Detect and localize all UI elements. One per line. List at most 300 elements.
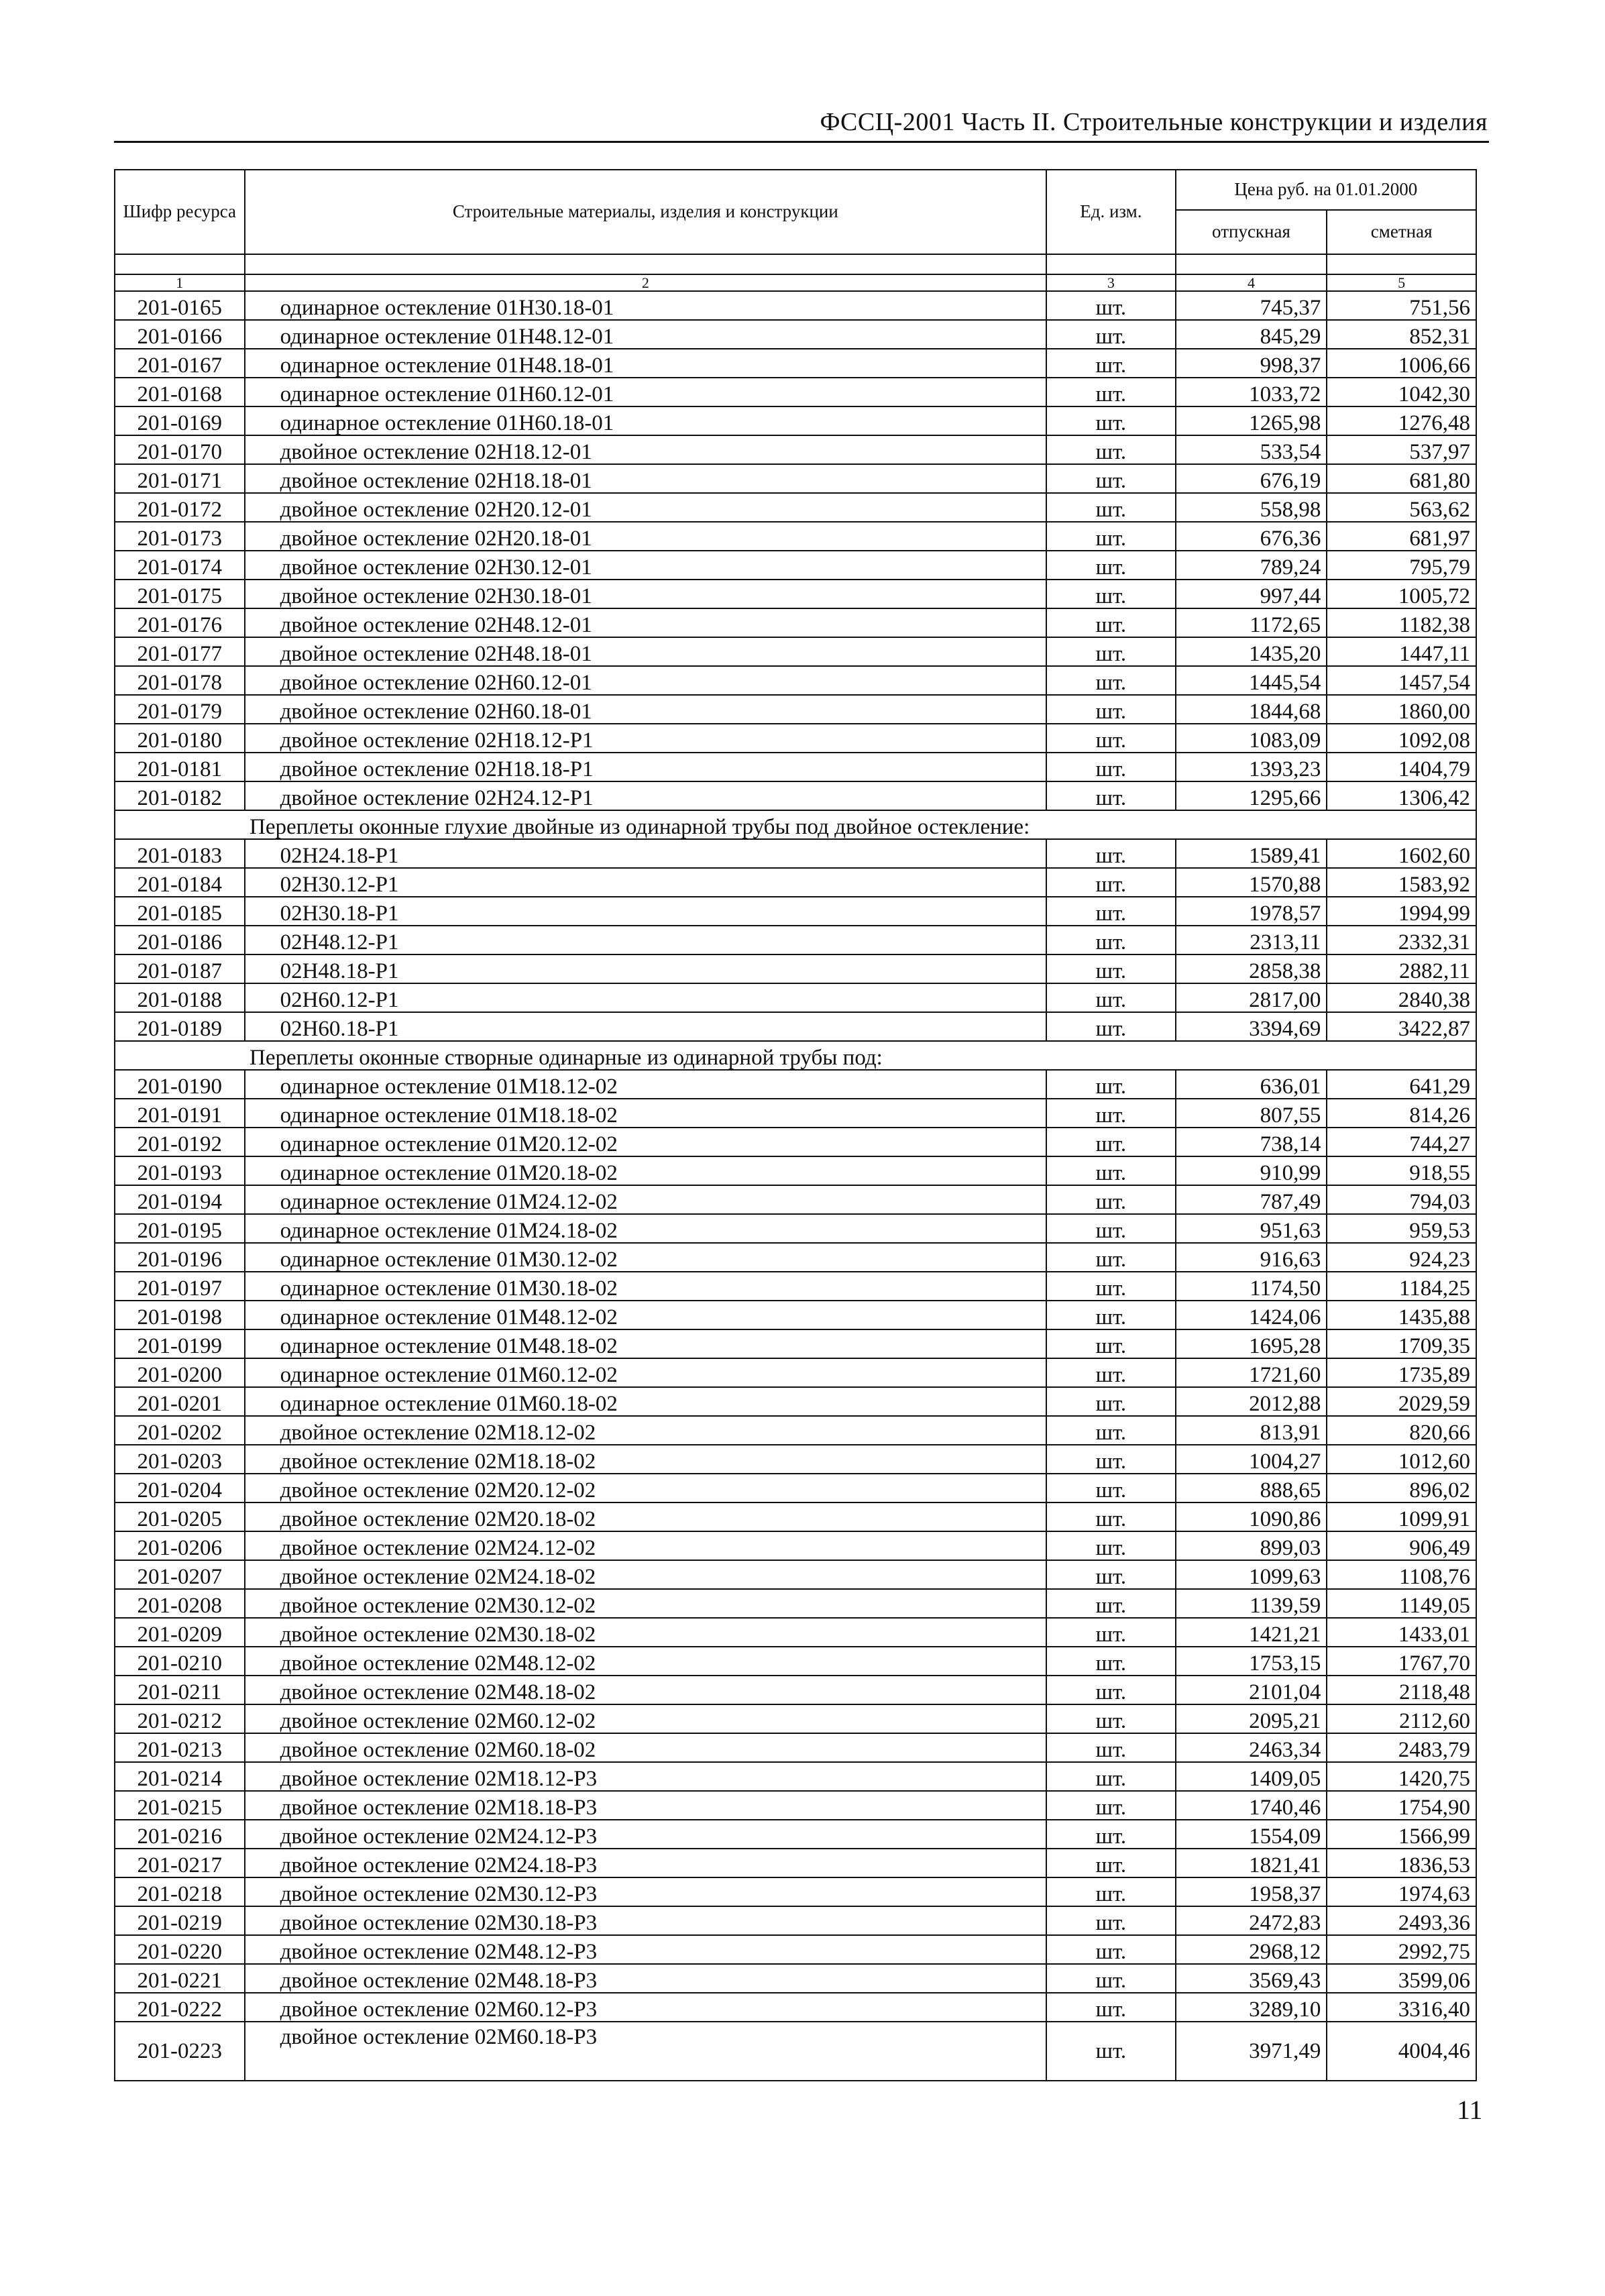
column-number: 2	[245, 274, 1047, 291]
resource-code: 201-0165	[115, 291, 245, 320]
resource-code: 201-0200	[115, 1358, 245, 1387]
price-release: 2313,11	[1176, 926, 1327, 954]
resource-code: 201-0210	[115, 1647, 245, 1676]
item-name: одинарное остекление 01М60.18-02	[245, 1387, 1047, 1416]
resource-code: 201-0194	[115, 1185, 245, 1214]
unit-of-measure: шт.	[1046, 580, 1176, 608]
resource-code: 201-0222	[115, 1993, 245, 2022]
price-estimate: 1709,35	[1327, 1329, 1476, 1358]
price-release: 1978,57	[1176, 897, 1327, 926]
price-estimate: 2029,59	[1327, 1387, 1476, 1416]
resource-code: 201-0220	[115, 1935, 245, 1964]
table-row	[115, 666, 1476, 695]
unit-of-measure: шт.	[1046, 1012, 1176, 1041]
unit-of-measure: шт.	[1046, 637, 1176, 666]
price-release: 3569,43	[1176, 1964, 1327, 1993]
price-release: 787,49	[1176, 1185, 1327, 1214]
item-name: одинарное остекление 01М48.18-02	[245, 1329, 1047, 1358]
resource-code: 201-0205	[115, 1502, 245, 1531]
table-row	[115, 1128, 1476, 1156]
price-estimate: 1860,00	[1327, 695, 1476, 724]
unit-of-measure: шт.	[1046, 781, 1176, 810]
price-release: 3289,10	[1176, 1993, 1327, 2022]
column-number: 3	[1046, 274, 1176, 291]
price-estimate: 794,03	[1327, 1185, 1476, 1214]
item-name: двойное остекление 02Н18.18-Р1	[245, 753, 1047, 781]
resource-code: 201-0180	[115, 724, 245, 753]
item-name: двойное остекление 02М18.12-02	[245, 1416, 1047, 1445]
resource-code: 201-0202	[115, 1416, 245, 1445]
table-row	[115, 1243, 1476, 1272]
item-name: двойное остекление 02Н20.18-01	[245, 522, 1047, 551]
unit-of-measure: шт.	[1046, 1849, 1176, 1877]
price-release: 1570,88	[1176, 868, 1327, 897]
unit-of-measure: шт.	[1046, 1214, 1176, 1243]
item-name: двойное остекление 02М18.12-Р3	[245, 1762, 1047, 1791]
unit-of-measure: шт.	[1046, 1560, 1176, 1589]
table-row	[115, 1070, 1476, 1099]
running-header: ФССЦ-2001 Часть II. Строительные конструкции и изделия	[820, 108, 1488, 136]
resource-code: 201-0190	[115, 1070, 245, 1099]
table-row	[115, 1877, 1476, 1906]
item-name: двойное остекление 02М18.18-02	[245, 1445, 1047, 1474]
resource-code: 201-0196	[115, 1243, 245, 1272]
resource-code: 201-0203	[115, 1445, 245, 1474]
price-estimate: 1012,60	[1327, 1445, 1476, 1474]
price-release: 2472,83	[1176, 1906, 1327, 1935]
unit-of-measure: шт.	[1046, 1128, 1176, 1156]
price-release: 1295,66	[1176, 781, 1327, 810]
item-name: двойное остекление 02Н30.12-01	[245, 551, 1047, 580]
price-estimate: 1433,01	[1327, 1618, 1476, 1647]
price-estimate: 1735,89	[1327, 1358, 1476, 1387]
unit-of-measure: шт.	[1046, 1935, 1176, 1964]
unit-of-measure: шт.	[1046, 1474, 1176, 1502]
price-release: 1695,28	[1176, 1329, 1327, 1358]
price-estimate: 1005,72	[1327, 580, 1476, 608]
item-name: одинарное остекление 01М30.12-02	[245, 1243, 1047, 1272]
table-row	[115, 1906, 1476, 1935]
resource-code: 201-0191	[115, 1099, 245, 1128]
price-estimate: 1149,05	[1327, 1589, 1476, 1618]
price-release: 1393,23	[1176, 753, 1327, 781]
resource-code: 201-0204	[115, 1474, 245, 1502]
section-heading: Переплеты оконные глухие двойные из одинарной трубы под двойное остекление:	[115, 810, 1476, 839]
table-row	[115, 1791, 1476, 1820]
price-estimate: 537,97	[1327, 435, 1476, 464]
price-estimate: 1447,11	[1327, 637, 1476, 666]
unit-of-measure: шт.	[1046, 1964, 1176, 1993]
resource-code: 201-0218	[115, 1877, 245, 1906]
table-row	[115, 1358, 1476, 1387]
item-name: двойное остекление 02М48.12-02	[245, 1647, 1047, 1676]
resource-code: 201-0178	[115, 666, 245, 695]
price-release: 1139,59	[1176, 1589, 1327, 1618]
unit-of-measure: шт.	[1046, 724, 1176, 753]
table-row	[115, 1820, 1476, 1849]
resource-code: 201-0186	[115, 926, 245, 954]
table-row	[115, 1589, 1476, 1618]
table-row	[115, 608, 1476, 637]
item-name: двойное остекление 02Н48.18-01	[245, 637, 1047, 666]
price-release: 533,54	[1176, 435, 1327, 464]
item-name: одинарное остекление 01Н60.18-01	[245, 406, 1047, 435]
price-release: 2095,21	[1176, 1704, 1327, 1733]
table-row	[115, 1647, 1476, 1676]
table-row	[115, 1387, 1476, 1416]
unit-of-measure: шт.	[1046, 1416, 1176, 1445]
price-estimate: 2483,79	[1327, 1733, 1476, 1762]
resource-code: 201-0216	[115, 1820, 245, 1849]
item-name: двойное остекление 02М30.12-02	[245, 1589, 1047, 1618]
unit-of-measure: шт.	[1046, 1156, 1176, 1185]
header-gap-row	[115, 254, 1476, 274]
resource-code: 201-0197	[115, 1272, 245, 1301]
item-name: двойное остекление 02Н18.18-01	[245, 464, 1047, 493]
resource-code: 201-0185	[115, 897, 245, 926]
table-row	[115, 378, 1476, 406]
price-estimate: 3599,06	[1327, 1964, 1476, 1993]
price-release: 1821,41	[1176, 1849, 1327, 1877]
resource-code: 201-0171	[115, 464, 245, 493]
table-row	[115, 637, 1476, 666]
resource-code: 201-0208	[115, 1589, 245, 1618]
table-header-row	[115, 170, 1476, 210]
price-estimate: 4004,46	[1327, 2022, 1476, 2081]
price-release: 3394,69	[1176, 1012, 1327, 1041]
unit-of-measure: шт.	[1046, 1877, 1176, 1906]
price-release: 1445,54	[1176, 666, 1327, 695]
table-row	[115, 435, 1476, 464]
price-release: 998,37	[1176, 349, 1327, 378]
item-name: двойное остекление 02М24.12-02	[245, 1531, 1047, 1560]
price-release: 2968,12	[1176, 1935, 1327, 1964]
price-estimate: 641,29	[1327, 1070, 1476, 1099]
price-release: 1090,86	[1176, 1502, 1327, 1531]
unit-of-measure: шт.	[1046, 1329, 1176, 1358]
price-estimate: 820,66	[1327, 1416, 1476, 1445]
item-name: 02Н30.18-Р1	[245, 897, 1047, 926]
unit-of-measure: шт.	[1046, 839, 1176, 868]
table-row	[115, 1474, 1476, 1502]
unit-of-measure: шт.	[1046, 1676, 1176, 1704]
price-estimate: 1457,54	[1327, 666, 1476, 695]
price-release: 558,98	[1176, 493, 1327, 522]
table-row	[115, 551, 1476, 580]
page-number: 11	[1457, 2095, 1483, 2125]
price-release: 1099,63	[1176, 1560, 1327, 1589]
item-name: 02Н48.12-Р1	[245, 926, 1047, 954]
price-release: 676,19	[1176, 464, 1327, 493]
price-release: 910,99	[1176, 1156, 1327, 1185]
table-row	[115, 954, 1476, 983]
price-release: 1265,98	[1176, 406, 1327, 435]
unit-of-measure: шт.	[1046, 1820, 1176, 1849]
resource-code: 201-0214	[115, 1762, 245, 1791]
resource-code: 201-0193	[115, 1156, 245, 1185]
price-estimate: 1767,70	[1327, 1647, 1476, 1676]
section-heading: Переплеты оконные створные одинарные из одинарной трубы под:	[115, 1041, 1476, 1070]
price-release: 1421,21	[1176, 1618, 1327, 1647]
price-estimate: 1092,08	[1327, 724, 1476, 753]
resource-code: 201-0188	[115, 983, 245, 1012]
resource-code: 201-0170	[115, 435, 245, 464]
price-release: 1753,15	[1176, 1647, 1327, 1676]
unit-of-measure: шт.	[1046, 1243, 1176, 1272]
item-name: одинарное остекление 01Н48.18-01	[245, 349, 1047, 378]
price-estimate: 1042,30	[1327, 378, 1476, 406]
price-estimate: 1420,75	[1327, 1762, 1476, 1791]
table-row	[115, 1099, 1476, 1128]
resource-code: 201-0181	[115, 753, 245, 781]
table-row	[115, 1214, 1476, 1243]
unit-of-measure: шт.	[1046, 1762, 1176, 1791]
price-estimate: 852,31	[1327, 320, 1476, 349]
table-row	[115, 580, 1476, 608]
header-rule	[114, 141, 1489, 143]
price-estimate: 1754,90	[1327, 1791, 1476, 1820]
table-row	[115, 1993, 1476, 2022]
resource-code: 201-0217	[115, 1849, 245, 1877]
resource-code: 201-0207	[115, 1560, 245, 1589]
table-row	[115, 1185, 1476, 1214]
price-release: 1721,60	[1176, 1358, 1327, 1387]
resource-code: 201-0182	[115, 781, 245, 810]
price-release: 916,63	[1176, 1243, 1327, 1272]
price-release: 789,24	[1176, 551, 1327, 580]
price-release: 1172,65	[1176, 608, 1327, 637]
header-price-group: Цена руб. на 01.01.2000	[1176, 170, 1476, 210]
table-row	[115, 897, 1476, 926]
unit-of-measure: шт.	[1046, 1704, 1176, 1733]
table-row	[115, 1618, 1476, 1647]
table-row	[115, 839, 1476, 868]
resource-code: 201-0189	[115, 1012, 245, 1041]
unit-of-measure: шт.	[1046, 954, 1176, 983]
price-estimate: 1306,42	[1327, 781, 1476, 810]
unit-of-measure: шт.	[1046, 464, 1176, 493]
item-name: одинарное остекление 01М48.12-02	[245, 1301, 1047, 1329]
item-name: одинарное остекление 01Н48.12-01	[245, 320, 1047, 349]
section-heading-row	[115, 810, 1476, 839]
unit-of-measure: шт.	[1046, 1791, 1176, 1820]
unit-of-measure: шт.	[1046, 753, 1176, 781]
unit-of-measure: шт.	[1046, 1993, 1176, 2022]
item-name: двойное остекление 02Н30.18-01	[245, 580, 1047, 608]
resource-code: 201-0183	[115, 839, 245, 868]
table-row	[115, 291, 1476, 320]
item-name: двойное остекление 02Н60.12-01	[245, 666, 1047, 695]
price-estimate: 2332,31	[1327, 926, 1476, 954]
unit-of-measure: шт.	[1046, 2022, 1176, 2081]
unit-of-measure: шт.	[1046, 1070, 1176, 1099]
item-name: одинарное остекление 01М20.12-02	[245, 1128, 1047, 1156]
unit-of-measure: шт.	[1046, 1099, 1176, 1128]
table-row	[115, 1445, 1476, 1474]
item-name: двойное остекление 02М30.12-Р3	[245, 1877, 1047, 1906]
unit-of-measure: шт.	[1046, 926, 1176, 954]
table-row	[115, 1762, 1476, 1791]
table-row	[115, 926, 1476, 954]
item-name: двойное остекление 02М48.12-Р3	[245, 1935, 1047, 1964]
table-row	[115, 781, 1476, 810]
resource-code: 201-0198	[115, 1301, 245, 1329]
price-estimate: 2840,38	[1327, 983, 1476, 1012]
table-row	[115, 2022, 1476, 2081]
price-estimate: 2882,11	[1327, 954, 1476, 983]
price-release: 2817,00	[1176, 983, 1327, 1012]
unit-of-measure: шт.	[1046, 897, 1176, 926]
item-name: 02Н30.12-Р1	[245, 868, 1047, 897]
item-name: двойное остекление 02Н48.12-01	[245, 608, 1047, 637]
table-row	[115, 349, 1476, 378]
item-name: двойное остекление 02М60.12-Р3	[245, 1993, 1047, 2022]
price-release: 636,01	[1176, 1070, 1327, 1099]
unit-of-measure: шт.	[1046, 1906, 1176, 1935]
price-estimate: 1404,79	[1327, 753, 1476, 781]
item-name: двойное остекление 02М48.18-Р3	[245, 1964, 1047, 1993]
price-estimate: 2493,36	[1327, 1906, 1476, 1935]
resource-code: 201-0166	[115, 320, 245, 349]
unit-of-measure: шт.	[1046, 1387, 1176, 1416]
unit-of-measure: шт.	[1046, 983, 1176, 1012]
column-number: 5	[1327, 274, 1476, 291]
price-estimate: 1602,60	[1327, 839, 1476, 868]
unit-of-measure: шт.	[1046, 406, 1176, 435]
table-row	[115, 1560, 1476, 1589]
item-name: одинарное остекление 01М30.18-02	[245, 1272, 1047, 1301]
price-release: 1409,05	[1176, 1762, 1327, 1791]
resource-code: 201-0212	[115, 1704, 245, 1733]
table-row	[115, 753, 1476, 781]
table-row	[115, 1676, 1476, 1704]
price-release: 1589,41	[1176, 839, 1327, 868]
resource-code: 201-0209	[115, 1618, 245, 1647]
unit-of-measure: шт.	[1046, 522, 1176, 551]
item-name: двойное остекление 02М60.18-Р3	[245, 2022, 1047, 2081]
table-row	[115, 1012, 1476, 1041]
section-heading-row	[115, 1041, 1476, 1070]
price-estimate: 1836,53	[1327, 1849, 1476, 1877]
item-name: одинарное остекление 01Н30.18-01	[245, 291, 1047, 320]
unit-of-measure: шт.	[1046, 666, 1176, 695]
price-estimate: 681,80	[1327, 464, 1476, 493]
item-name: 02Н24.18-Р1	[245, 839, 1047, 868]
table-row	[115, 1733, 1476, 1762]
table-row	[115, 1329, 1476, 1358]
unit-of-measure: шт.	[1046, 378, 1176, 406]
unit-of-measure: шт.	[1046, 608, 1176, 637]
resource-code: 201-0215	[115, 1791, 245, 1820]
price-estimate: 924,23	[1327, 1243, 1476, 1272]
price-release: 3971,49	[1176, 2022, 1327, 2081]
price-estimate: 1974,63	[1327, 1877, 1476, 1906]
price-release: 2858,38	[1176, 954, 1327, 983]
resource-code: 201-0169	[115, 406, 245, 435]
price-release: 1004,27	[1176, 1445, 1327, 1474]
price-estimate: 906,49	[1327, 1531, 1476, 1560]
resource-code: 201-0206	[115, 1531, 245, 1560]
unit-of-measure: шт.	[1046, 1358, 1176, 1387]
table-row	[115, 464, 1476, 493]
price-release: 888,65	[1176, 1474, 1327, 1502]
item-name: 02Н48.18-Р1	[245, 954, 1047, 983]
resource-code: 201-0201	[115, 1387, 245, 1416]
item-name: одинарное остекление 01М24.12-02	[245, 1185, 1047, 1214]
table-row	[115, 1935, 1476, 1964]
unit-of-measure: шт.	[1046, 1531, 1176, 1560]
item-name: двойное остекление 02М24.18-Р3	[245, 1849, 1047, 1877]
price-release: 1424,06	[1176, 1301, 1327, 1329]
price-release: 1554,09	[1176, 1820, 1327, 1849]
item-name: двойное остекление 02М30.18-Р3	[245, 1906, 1047, 1935]
unit-of-measure: шт.	[1046, 551, 1176, 580]
item-name: одинарное остекление 01М24.18-02	[245, 1214, 1047, 1243]
item-name: двойное остекление 02М48.18-02	[245, 1676, 1047, 1704]
header-code: Шифр ресурса	[115, 170, 245, 254]
price-estimate: 1583,92	[1327, 868, 1476, 897]
price-release: 1844,68	[1176, 695, 1327, 724]
table-row	[115, 695, 1476, 724]
price-estimate: 2992,75	[1327, 1935, 1476, 1964]
item-name: двойное остекление 02Н20.12-01	[245, 493, 1047, 522]
item-name: 02Н60.18-Р1	[245, 1012, 1047, 1041]
price-release: 807,55	[1176, 1099, 1327, 1128]
price-estimate: 959,53	[1327, 1214, 1476, 1243]
resource-code: 201-0223	[115, 2022, 245, 2081]
table-row	[115, 1272, 1476, 1301]
item-name: двойное остекление 02М20.12-02	[245, 1474, 1047, 1502]
unit-of-measure: шт.	[1046, 493, 1176, 522]
price-release: 1740,46	[1176, 1791, 1327, 1820]
unit-of-measure: шт.	[1046, 1589, 1176, 1618]
resource-code: 201-0167	[115, 349, 245, 378]
price-release: 2012,88	[1176, 1387, 1327, 1416]
price-release: 1174,50	[1176, 1272, 1327, 1301]
unit-of-measure: шт.	[1046, 1618, 1176, 1647]
price-release: 1083,09	[1176, 724, 1327, 753]
unit-of-measure: шт.	[1046, 1301, 1176, 1329]
header-name: Строительные материалы, изделия и конструкции	[245, 170, 1047, 254]
price-estimate: 751,56	[1327, 291, 1476, 320]
price-release: 813,91	[1176, 1416, 1327, 1445]
table-row	[115, 1416, 1476, 1445]
header-unit: Ед. изм.	[1046, 170, 1176, 254]
price-release: 1435,20	[1176, 637, 1327, 666]
price-estimate: 814,26	[1327, 1099, 1476, 1128]
column-number-row	[115, 274, 1476, 291]
table-row	[115, 983, 1476, 1012]
resource-code: 201-0179	[115, 695, 245, 724]
price-release: 951,63	[1176, 1214, 1327, 1243]
price-estimate: 1182,38	[1327, 608, 1476, 637]
item-name: двойное остекление 02Н18.12-01	[245, 435, 1047, 464]
unit-of-measure: шт.	[1046, 1185, 1176, 1214]
table-row	[115, 868, 1476, 897]
price-release: 845,29	[1176, 320, 1327, 349]
item-name: одинарное остекление 01М20.18-02	[245, 1156, 1047, 1185]
price-release: 2463,34	[1176, 1733, 1327, 1762]
table-row	[115, 522, 1476, 551]
table-row	[115, 1704, 1476, 1733]
item-name: двойное остекление 02Н60.18-01	[245, 695, 1047, 724]
resource-code: 201-0211	[115, 1676, 245, 1704]
price-estimate: 2112,60	[1327, 1704, 1476, 1733]
table-row	[115, 1156, 1476, 1185]
price-estimate: 795,79	[1327, 551, 1476, 580]
price-estimate: 918,55	[1327, 1156, 1476, 1185]
price-estimate: 681,97	[1327, 522, 1476, 551]
